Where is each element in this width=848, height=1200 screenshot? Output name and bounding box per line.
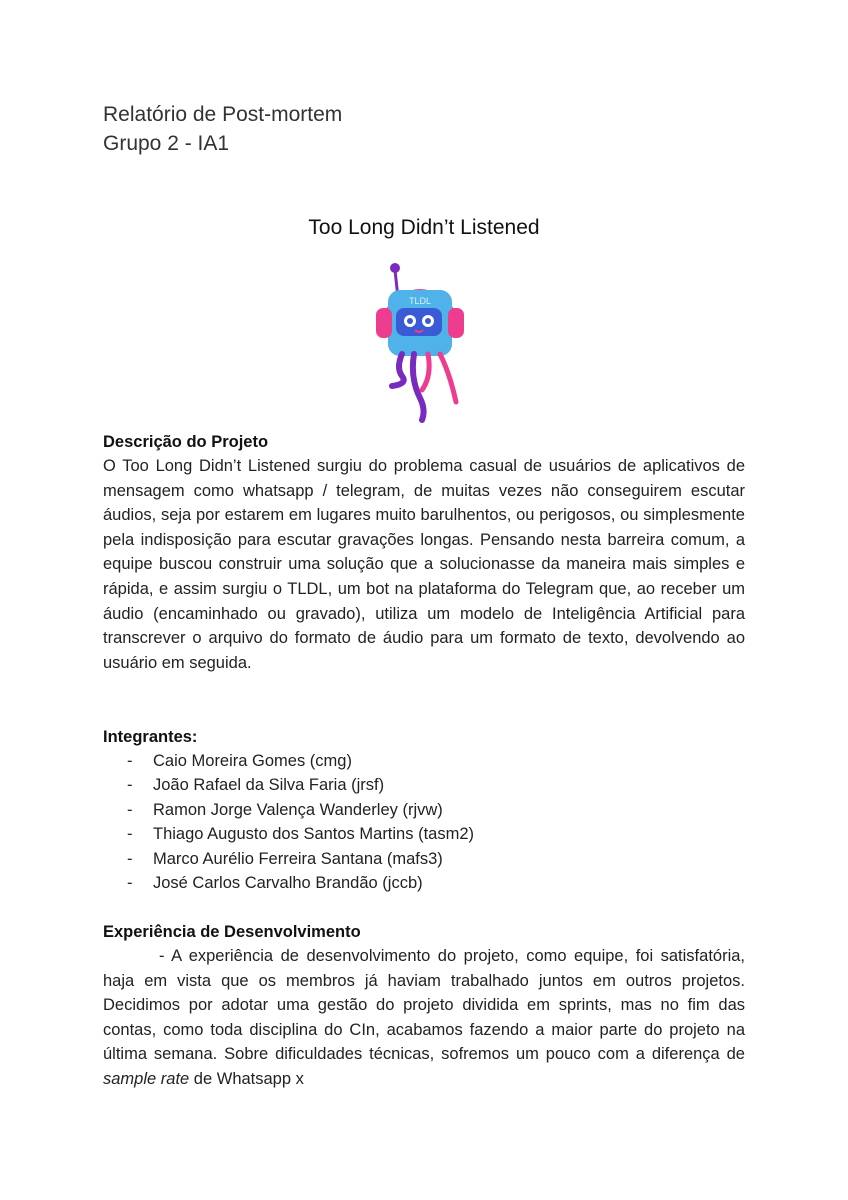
logo-badge-text: TLDL bbox=[408, 296, 432, 306]
list-item: - João Rafael da Silva Faria (jrsf) bbox=[127, 776, 385, 795]
sample-rate-term: sample rate bbox=[103, 1069, 190, 1088]
members-heading: Integrantes: bbox=[103, 728, 198, 746]
tldl-robot-logo bbox=[364, 258, 476, 428]
document-header bbox=[103, 100, 342, 158]
list-item: - Ramon Jorge Valença Wanderley (rjvw) bbox=[127, 800, 443, 819]
group-label: Grupo 2 - IA1 bbox=[103, 132, 230, 155]
experience-text: - A experiência de desenvolvimento do projeto, como equipe, foi satisfatória, haja em vista que os membros já haviam trabalhado juntos em outros projetos. Decidimos por adotar uma gestão do projeto dividida em sprints, mas no fim das contas, como toda disciplina do CIn, acabamos fazendo a maior parte do projeto na última semana. Sobre dificuldades técnicas, sofremos um pouco com a diferença de sample rate de Whatsapp x bbox=[103, 947, 745, 1088]
members-section bbox=[103, 725, 745, 895]
members-list bbox=[103, 749, 745, 895]
list-item: - Caio Moreira Gomes (cmg) bbox=[127, 752, 352, 770]
description-heading: Descrição do Projeto bbox=[103, 433, 269, 451]
list-item: - Marco Aurélio Ferreira Santana (mafs3) bbox=[127, 849, 443, 868]
description-text: O Too Long Didn’t Listened surgiu do problema casual de usuários de aplicativos de mensagem como whatsapp / telegram, de muitas vezes não conseguirem escutar áudios, seja por estarem em lugares muito barulhentos, ou perigosos, ou simplesmente pela indisposição para escutar gravações longas. Pensando nesta barreira comum, a equipe buscou construir uma solução que a solucionasse da maneira mais simples e rápida, e assim surgiu o TLDL, um bot na plataforma do Telegram que, ao receber um áudio (encaminhado ou gravado), utiliza um modelo de Inteligência Artificial para transcrever o arquivo do formato de áudio para um formato de texto, devolvendo ao usuário em seguida. bbox=[103, 457, 745, 672]
project-title: Too Long Didn’t Listened bbox=[308, 216, 540, 239]
experience-heading: Experiência de Desenvolvimento bbox=[103, 923, 361, 941]
list-item: - José Carlos Carvalho Brandão (jccb) bbox=[127, 874, 423, 893]
list-item: - Thiago Augusto dos Santos Martins (tasm2) bbox=[127, 825, 474, 844]
report-title: Relatório de Post-mortem bbox=[103, 103, 343, 126]
description-section bbox=[103, 430, 745, 675]
experience-section bbox=[103, 920, 745, 1092]
